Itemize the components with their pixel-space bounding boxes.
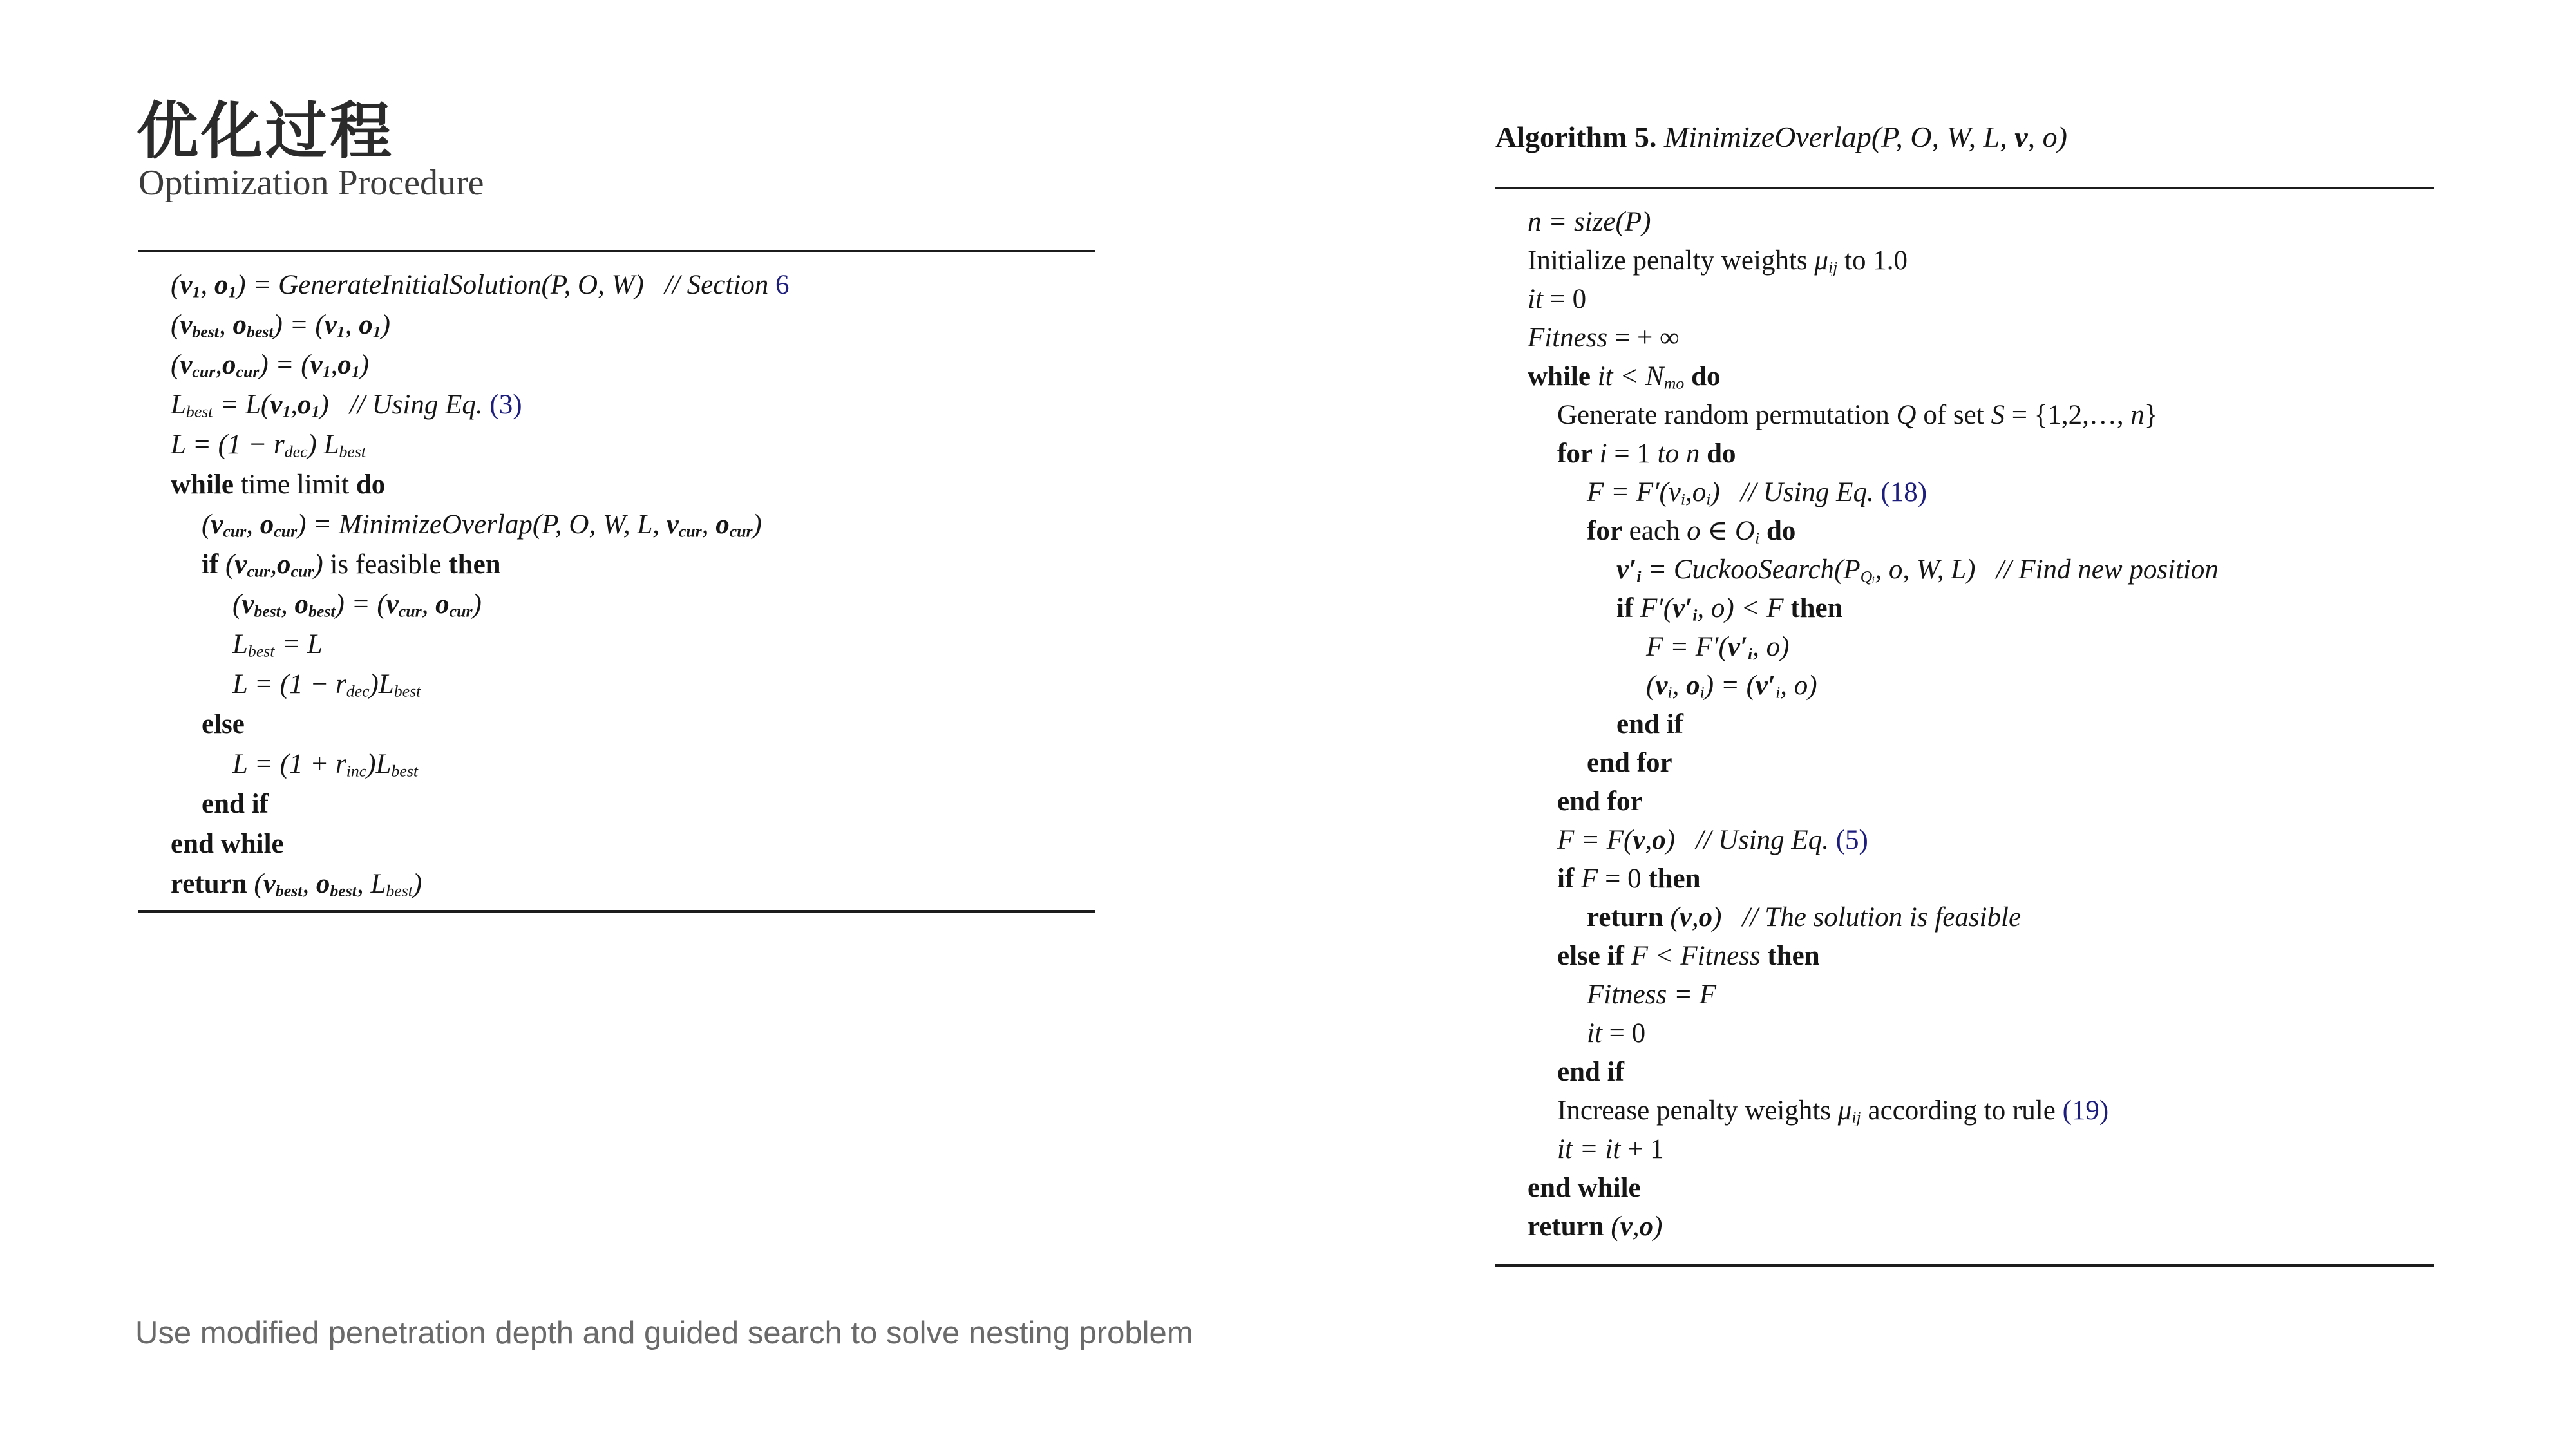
text-segment: F < Fitness bbox=[1624, 941, 1768, 971]
pseudocode-line bbox=[171, 425, 789, 465]
text-segment: L bbox=[171, 390, 186, 420]
pseudocode-line bbox=[171, 345, 789, 385]
pseudocode-line bbox=[1528, 782, 2219, 821]
text-segment: then bbox=[1648, 864, 1701, 894]
text-segment: v bbox=[270, 390, 283, 420]
text-segment: mo bbox=[1663, 374, 1685, 393]
text-segment: to 1.0 bbox=[1837, 245, 1908, 276]
text-segment: end for bbox=[1587, 748, 1672, 778]
text-segment: best bbox=[246, 322, 274, 341]
text-segment: Fitness bbox=[1528, 323, 1608, 353]
text-segment: each bbox=[1622, 516, 1687, 546]
text-segment: = 1 bbox=[1607, 439, 1658, 469]
text-segment: end while bbox=[1528, 1173, 1641, 1203]
text-segment: end while bbox=[171, 829, 284, 859]
left-algorithm-top-rule bbox=[138, 250, 1095, 252]
text-segment: o bbox=[260, 509, 274, 540]
text-segment: 1 bbox=[228, 282, 237, 301]
text-segment: , bbox=[290, 390, 298, 420]
text-segment: cur bbox=[398, 601, 422, 621]
text-segment: ∞ bbox=[1659, 323, 1680, 353]
text-segment: according to rule bbox=[1861, 1095, 2063, 1126]
text-segment: , bbox=[280, 589, 295, 620]
text-segment: ) bbox=[1710, 477, 1720, 507]
text-segment: F′( bbox=[1633, 593, 1673, 623]
pseudocode-line bbox=[171, 465, 789, 505]
text-segment: , bbox=[421, 589, 436, 620]
text-segment: ( bbox=[171, 350, 180, 380]
text-segment: cur bbox=[729, 522, 753, 541]
pseudocode-line bbox=[1528, 280, 2219, 319]
text-segment: o bbox=[715, 509, 730, 540]
text-segment: o bbox=[222, 350, 236, 380]
text-segment: μ bbox=[1837, 1095, 1852, 1126]
text-segment: if bbox=[202, 549, 219, 580]
text-segment: ) bbox=[1712, 902, 1722, 933]
text-segment: )L bbox=[366, 749, 392, 779]
text-segment: cur bbox=[678, 522, 702, 541]
text-segment: return bbox=[1587, 902, 1663, 933]
text-segment: 1 bbox=[322, 362, 331, 381]
text-segment: n = size(P) bbox=[1528, 207, 1651, 237]
pseudocode-line bbox=[171, 385, 789, 425]
text-segment: o bbox=[1686, 670, 1700, 701]
text-segment: o bbox=[232, 310, 247, 340]
pseudocode-line bbox=[171, 305, 789, 345]
text-segment: else bbox=[202, 709, 245, 739]
text-segment: v′ bbox=[1727, 632, 1748, 662]
reference-link: (18) bbox=[1880, 477, 1927, 507]
text-segment: v bbox=[180, 270, 193, 300]
left-algorithm-bottom-rule bbox=[138, 910, 1095, 913]
right-algorithm-pseudocode bbox=[1528, 203, 2219, 1246]
text-segment: Generate random permutation bbox=[1557, 400, 1897, 430]
text-segment: μ bbox=[1814, 245, 1828, 276]
text-segment: if bbox=[1616, 593, 1634, 623]
text-segment: i bbox=[1747, 644, 1753, 663]
pseudocode-line bbox=[171, 744, 789, 784]
pseudocode-line bbox=[1528, 319, 2219, 357]
text-segment: } bbox=[2144, 400, 2158, 430]
text-segment: v bbox=[1679, 902, 1692, 933]
text-segment: = + bbox=[1607, 323, 1660, 353]
text-segment: , o) bbox=[1752, 632, 1790, 662]
text-segment: end for bbox=[1557, 786, 1643, 817]
pseudocode-line bbox=[1528, 357, 2219, 396]
text-segment: , o) bbox=[1780, 670, 1817, 701]
text-segment: L = (1 − r bbox=[171, 430, 285, 460]
pseudocode-line bbox=[1528, 1208, 2219, 1246]
text-segment: then bbox=[448, 549, 501, 580]
text-segment: is feasible bbox=[323, 549, 449, 580]
pseudocode-line bbox=[1528, 1092, 2219, 1130]
text-segment: i bbox=[1692, 605, 1698, 625]
pseudocode-line bbox=[1528, 667, 2219, 705]
text-segment: , o) < F bbox=[1697, 593, 1791, 623]
text-segment: v′ bbox=[1755, 670, 1776, 701]
text-segment: 1 bbox=[192, 282, 201, 301]
text-segment: , bbox=[1645, 825, 1653, 855]
text-segment: , bbox=[345, 310, 359, 340]
text-segment: best bbox=[192, 322, 219, 341]
text-segment: best bbox=[391, 761, 419, 781]
text-segment: i bbox=[1706, 489, 1711, 509]
text-segment: ( bbox=[171, 310, 180, 340]
text-segment: o bbox=[294, 589, 308, 620]
reference-link: (19) bbox=[2062, 1095, 2109, 1126]
text-segment: do bbox=[1684, 361, 1721, 392]
text-segment: ) bbox=[752, 509, 762, 540]
text-segment: , bbox=[1691, 902, 1699, 933]
text-segment: o bbox=[359, 310, 373, 340]
text-segment: do bbox=[1700, 439, 1736, 469]
text-segment: o bbox=[298, 390, 312, 420]
text-segment: cur bbox=[274, 522, 298, 541]
pseudocode-line bbox=[171, 505, 789, 545]
pseudocode-line bbox=[1528, 860, 2219, 898]
pseudocode-line bbox=[171, 265, 789, 305]
pseudocode-line bbox=[1528, 1130, 2219, 1169]
text-segment: ,o bbox=[1685, 477, 1707, 507]
text-segment: F = F′(v bbox=[1587, 477, 1681, 507]
text-segment: ) bbox=[412, 869, 422, 899]
text-segment: return bbox=[171, 869, 247, 899]
text-segment: v bbox=[180, 310, 193, 340]
text-segment: , bbox=[330, 350, 338, 380]
text-segment: F = F( bbox=[1557, 825, 1633, 855]
text-segment: = CuckooSearch(P bbox=[1641, 554, 1861, 585]
pseudocode-line bbox=[171, 784, 789, 824]
text-segment: // Using Eq. bbox=[1675, 825, 1836, 855]
text-segment: + 1 bbox=[1620, 1134, 1664, 1164]
text-segment: ∈ bbox=[1700, 516, 1736, 546]
text-segment: ij bbox=[1828, 258, 1838, 277]
pseudocode-line bbox=[1528, 435, 2219, 473]
pseudocode-line bbox=[1528, 1053, 2219, 1092]
pseudocode-line bbox=[1528, 1169, 2219, 1208]
text-segment: Qᵢ bbox=[1860, 567, 1875, 586]
text-segment: v bbox=[242, 589, 254, 620]
text-segment: ) L bbox=[307, 430, 339, 460]
text-segment: ) bbox=[1653, 1211, 1663, 1242]
text-segment: = {1,2,…, bbox=[2004, 400, 2131, 430]
text-segment: ij bbox=[1852, 1108, 1861, 1127]
text-segment: = L bbox=[274, 629, 323, 659]
text-segment: // The solution is feasible bbox=[1721, 902, 2022, 933]
text-segment: cur bbox=[236, 362, 260, 381]
text-segment: L bbox=[232, 629, 248, 659]
text-segment: best bbox=[339, 442, 366, 461]
text-segment: ( bbox=[1663, 902, 1680, 933]
text-segment: i bbox=[1592, 439, 1607, 469]
text-segment: best bbox=[254, 601, 281, 621]
pseudocode-line bbox=[1528, 242, 2219, 280]
reference-link: (3) bbox=[489, 390, 522, 420]
text-segment: ( bbox=[232, 589, 242, 620]
pseudocode-line bbox=[1528, 589, 2219, 628]
text-segment: 1 bbox=[351, 362, 360, 381]
left-algorithm-pseudocode bbox=[171, 265, 789, 904]
text-segment: MinimizeOverlap(P, O, W, L, bbox=[1656, 120, 2015, 153]
text-segment: of set bbox=[1916, 400, 1991, 430]
text-segment: Fitness = F bbox=[1587, 980, 1716, 1010]
text-segment: F = F′( bbox=[1646, 632, 1728, 662]
text-segment: v bbox=[1655, 670, 1668, 701]
text-segment: for bbox=[1587, 516, 1622, 546]
text-segment: L = (1 − r bbox=[232, 669, 346, 699]
text-segment: o bbox=[1687, 516, 1701, 546]
text-segment: ) = ( bbox=[1704, 670, 1756, 701]
text-segment: do bbox=[1759, 516, 1796, 546]
text-segment: cur bbox=[192, 362, 216, 381]
text-segment: , bbox=[218, 310, 233, 340]
text-segment: , bbox=[270, 549, 278, 580]
text-segment: i bbox=[1700, 683, 1705, 702]
text-segment: o bbox=[316, 869, 330, 899]
slide-caption: Use modified penetration depth and guided search to solve nesting problem bbox=[135, 1316, 1193, 1350]
text-segment: time limit bbox=[233, 469, 356, 500]
text-segment: ) bbox=[319, 390, 329, 420]
text-segment: inc bbox=[346, 761, 367, 781]
text-segment: dec bbox=[346, 681, 370, 701]
text-segment: for bbox=[1557, 439, 1593, 469]
text-segment: it bbox=[1587, 1018, 1602, 1048]
text-segment: , bbox=[1672, 670, 1687, 701]
text-segment: ( bbox=[1646, 670, 1656, 701]
text-segment: 1 bbox=[311, 402, 320, 421]
text-segment: ) bbox=[472, 589, 482, 620]
pseudocode-line bbox=[1528, 937, 2219, 976]
text-segment: v bbox=[1620, 1211, 1633, 1242]
page-subtitle: Optimization Procedure bbox=[138, 163, 484, 203]
pseudocode-line bbox=[1528, 551, 2219, 589]
right-algorithm-header bbox=[1495, 120, 2067, 154]
text-segment: while bbox=[171, 469, 234, 500]
text-segment: , L bbox=[356, 869, 386, 899]
pseudocode-line bbox=[1528, 628, 2219, 667]
text-segment: v′ bbox=[1672, 593, 1693, 623]
pseudocode-line bbox=[171, 824, 789, 864]
text-segment: Algorithm 5. bbox=[1495, 120, 1657, 153]
text-segment: v′ bbox=[1616, 554, 1637, 585]
text-segment: , o) bbox=[2027, 120, 2067, 153]
text-segment: best bbox=[308, 601, 336, 621]
text-segment: i bbox=[1636, 567, 1642, 586]
pseudocode-line bbox=[1528, 473, 2219, 512]
text-segment: ( bbox=[218, 549, 235, 580]
text-segment: o bbox=[1639, 1211, 1654, 1242]
text-segment: it = it bbox=[1557, 1134, 1621, 1164]
text-segment: L = (1 + r bbox=[232, 749, 346, 779]
pseudocode-line bbox=[171, 625, 789, 665]
pseudocode-line bbox=[1528, 898, 2219, 937]
text-segment: n bbox=[2130, 400, 2145, 430]
pseudocode-line bbox=[171, 864, 789, 904]
text-segment: Increase penalty weights bbox=[1557, 1095, 1838, 1126]
text-segment: ) bbox=[1665, 825, 1676, 855]
pseudocode-line bbox=[171, 705, 789, 744]
text-segment: cur bbox=[247, 562, 270, 581]
text-segment: i bbox=[1776, 683, 1781, 702]
text-segment: best bbox=[247, 641, 275, 661]
text-segment: i bbox=[1755, 528, 1760, 547]
text-segment: 1 bbox=[372, 322, 381, 341]
text-segment: = 0 bbox=[1542, 284, 1587, 314]
text-segment: best bbox=[330, 881, 357, 900]
text-segment: v bbox=[324, 310, 337, 340]
text-segment: o bbox=[1652, 825, 1666, 855]
text-segment: F bbox=[1574, 864, 1598, 894]
right-algorithm-bottom-rule bbox=[1495, 1264, 2434, 1267]
text-segment: )L bbox=[369, 669, 394, 699]
text-segment: ) bbox=[359, 350, 369, 380]
text-segment: ) = ( bbox=[273, 310, 325, 340]
text-segment: end if bbox=[202, 789, 269, 819]
text-segment: // Find new position bbox=[1975, 554, 2219, 585]
text-segment: , bbox=[200, 270, 214, 300]
text-segment: v bbox=[180, 350, 193, 380]
text-segment: cur bbox=[223, 522, 247, 541]
text-segment: ( bbox=[1604, 1211, 1620, 1242]
text-segment: best bbox=[275, 881, 303, 900]
pseudocode-line bbox=[1528, 396, 2219, 435]
text-segment: ( bbox=[171, 270, 180, 300]
text-segment: ) bbox=[314, 549, 323, 580]
pseudocode-line bbox=[1528, 705, 2219, 744]
text-segment: = L( bbox=[213, 390, 270, 420]
text-segment: o bbox=[277, 549, 291, 580]
text-segment: dec bbox=[284, 442, 308, 461]
text-segment: v bbox=[2014, 120, 2028, 153]
text-segment: ) = ( bbox=[335, 589, 386, 620]
text-segment: , bbox=[302, 869, 316, 899]
text-segment: // Using Eq. bbox=[1719, 477, 1881, 507]
text-segment: O bbox=[1735, 516, 1756, 546]
text-segment: o bbox=[337, 350, 352, 380]
reference-link: (5) bbox=[1835, 825, 1868, 855]
pseudocode-line bbox=[1528, 1014, 2219, 1053]
pseudocode-line bbox=[171, 585, 789, 625]
text-segment: v bbox=[666, 509, 679, 540]
text-segment: , bbox=[246, 509, 260, 540]
text-segment: , bbox=[1632, 1211, 1640, 1242]
text-segment: ) = ( bbox=[259, 350, 310, 380]
text-segment: end if bbox=[1557, 1057, 1624, 1087]
text-segment: v bbox=[263, 869, 276, 899]
text-segment: , bbox=[701, 509, 716, 540]
text-segment: // Section bbox=[643, 270, 775, 300]
text-segment: while bbox=[1528, 361, 1591, 392]
text-segment: best bbox=[185, 402, 213, 421]
text-segment: o bbox=[1698, 902, 1713, 933]
reference-link: 6 bbox=[775, 270, 790, 300]
text-segment: , o, W, L) bbox=[1875, 554, 1976, 585]
text-segment: else if bbox=[1557, 941, 1624, 971]
text-segment: v bbox=[386, 589, 399, 620]
text-segment: i bbox=[1680, 489, 1686, 509]
text-segment: cur bbox=[290, 562, 314, 581]
pseudocode-line bbox=[1528, 203, 2219, 242]
pseudocode-line bbox=[1528, 976, 2219, 1014]
text-segment: to n bbox=[1657, 439, 1700, 469]
text-segment: ( bbox=[202, 509, 211, 540]
text-segment: Q bbox=[1896, 400, 1917, 430]
text-segment: o bbox=[214, 270, 229, 300]
text-segment: = 0 bbox=[1602, 1018, 1646, 1048]
text-segment: ) = GenerateInitialSolution(P, O, W) bbox=[236, 270, 644, 300]
text-segment: return bbox=[1528, 1211, 1604, 1242]
text-segment: v bbox=[310, 350, 323, 380]
text-segment: ( bbox=[247, 869, 263, 899]
text-segment: i bbox=[1667, 683, 1672, 702]
text-segment: cur bbox=[449, 601, 473, 621]
text-segment: , bbox=[215, 350, 223, 380]
page-title: 优化过程 bbox=[137, 97, 394, 166]
text-segment: o bbox=[435, 589, 450, 620]
text-segment: S bbox=[1991, 400, 2005, 430]
text-segment: v bbox=[234, 549, 247, 580]
text-segment: best bbox=[393, 681, 421, 701]
pseudocode-line bbox=[1528, 512, 2219, 551]
pseudocode-line bbox=[171, 665, 789, 705]
text-segment: 1 bbox=[336, 322, 345, 341]
pseudocode-line bbox=[171, 545, 789, 585]
text-segment: Initialize penalty weights bbox=[1528, 245, 1815, 276]
text-segment: // Using Eq. bbox=[328, 390, 490, 420]
text-segment: then bbox=[1767, 941, 1820, 971]
text-segment: then bbox=[1790, 593, 1843, 623]
text-segment: it < N bbox=[1590, 361, 1664, 392]
text-segment: v bbox=[1633, 825, 1645, 855]
text-segment: v bbox=[211, 509, 223, 540]
text-segment: ) bbox=[381, 310, 390, 340]
text-segment: do bbox=[355, 469, 386, 500]
text-segment: it bbox=[1528, 284, 1543, 314]
text-segment: if bbox=[1557, 864, 1575, 894]
text-segment: ) = MinimizeOverlap(P, O, W, L, bbox=[297, 509, 667, 540]
text-segment: end if bbox=[1616, 709, 1683, 739]
text-segment: = 0 bbox=[1598, 864, 1649, 894]
pseudocode-line bbox=[1528, 744, 2219, 782]
text-segment: best bbox=[386, 881, 413, 900]
pseudocode-line bbox=[1528, 821, 2219, 860]
text-segment: 1 bbox=[282, 402, 291, 421]
right-algorithm-top-rule bbox=[1495, 187, 2434, 189]
